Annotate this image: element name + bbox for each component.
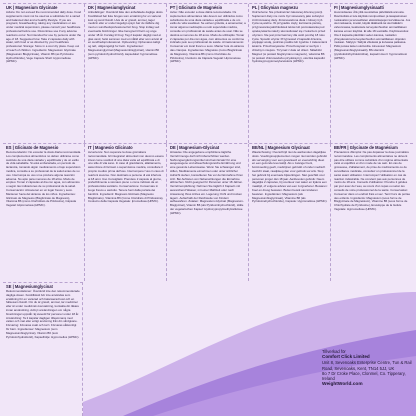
section-title: FI | Magnesiumglysinaatti <box>334 5 384 10</box>
section-pl <box>249 4 331 143</box>
grid-row-2 <box>3 143 413 281</box>
section-title: DE | Magnesium-Glycinat <box>170 145 220 150</box>
section-body: Huomioitavaa: Älä ylitä suositeltua päivittäistä annosta. Ravintolisiä ei tule käyttää monipuolisen ja tasapainoisen ruokavalion ja terveellisten elämäntapojen korvikkeena. Jos olet raskaana, imetät, käytät lääkkeitä tai olet lääkärin valvonnassa, keskustele terveydenhuollon ammattilaisen kanssa ennen käyttöä. Ei alle 18-vuotiaille. Käyttösuositus: Ota 2 kapselia päivittäin veden kanssa, ruokailun yhteydessä tai terveydenhuollon ammattilaisen ohjeiden mukaan. Säilytys: Säilytä viileässä ja kuivassa paikassa. Pidä poissa lasten ulottuvilta. Ainesosat: Magnesium (Magnesiumbisglysinaatti), B6-vitamiini (pyridoksiinihydrokloridina), kapselin kuori: hypromelloosi (HPMC). <box>334 10 411 60</box>
section-body: Aviso: Não exceder a dose diária recomendada. Os suplementos alimentares não devem ser utilizados como substitutos de uma dieta variada e equilibrada e de um estilo de vida saudável. Se estiver grávida, a amamentar, a tomar alguma medicação ou sob supervisão médica, consulte um profissional de saúde antes de usar. Não se destina a menores de 18 anos. Modo de utilização: Tomar 2 cápsulas por dia com água, com alimentos ou conforme indicado pelo seu profissional de saúde. Armazenamento: Conservar em local fresco e seco. Manter fora do alcance das crianças. Ingredientes: Magnésio (como Bisglicinato de Magnésio), Vitamina B6 (como Cloridrato de Piridoxina), Invólucro da Cápsula Vegetal: Hipromelose (HPMC). <box>170 10 246 64</box>
section-title: PL | Glicynian magnezu <box>252 5 298 10</box>
section-title: BE/FR | Glycinate de Magnésium <box>334 145 398 150</box>
section-title: PT | Glicinato de Magnésio <box>170 5 223 10</box>
company-name: Comfort Click Limited <box>322 354 370 360</box>
section-pt <box>167 4 249 143</box>
section-de <box>167 144 249 281</box>
section-dk <box>85 4 167 143</box>
section-body: Recomendación: No exceder la dosis diaria recomendada. Los complementos alimenticios no deben utilizarse como sustituto de una dieta variada y equilibrada y de un estilo de vida saludable. Si está embarazada, en período de lactancia, tomando algún medicamento o bajo supervisión médica, consulte a su profesional de la salud antes de su uso. Interrumpa su uso si se produce alguna reacción adversa. No apto para menores de 18 años. Modo de empleo: Tomar 2 cápsulas al día con agua, con alimentos o según las indicaciones de su profesional de la salud. Conservación: Almacenar en un lugar fresco y seco. Mantener fuera del alcance de los niños. Ingredientes: Glicinato de Magnesio (Bisglicinato de Magnesio), Vitamina B6 (como Clorhidrato de Piridoxina), Cápsula Vegetal: Hipromelosa (HPMC). <box>6 150 82 208</box>
grid-row-1 <box>3 3 413 143</box>
section-body: Précautions d'Emploi: Ne pas dépasser la dose journalière recommandée. Les compléments alimentaires ne doivent pas être utilisés comme substituts d'un régime alimentaire varié et équilibré et d'un mode de vie sain. En cas de grossesse, d'allaitement, de prise de médicaments ou de surveillance médicale, consultez un professionnel de la santé avant utilisation. Interrompez l'utilisation en cas de réaction indésirable. Ne convient pas aux personnes de moins de 18 ans. Conseils d'utilisation: Prendre 2 gélules par jour avec de l'eau, au cours d'un repas ou selon les conseils de votre professionnel de la santé. Conservation: Conserver dans un endroit frais et sec. Tenir hors de portée des enfants. Ingrédients: Magnésium (sous forme de Bisglycinate de Magnésium), Vitamine B6 (sous forme de Chlorhydrate de Pyridoxine), Enveloppe de la Gélule Végétale: Hypromellose (HPMC). <box>334 150 411 211</box>
section-es <box>3 144 85 281</box>
section-title: ES | Glicinato de Magnesio <box>6 145 59 150</box>
company-block <box>322 349 414 387</box>
section-body: Anbefalinger: Overskrid ikke den anbefalede daglige dosis. Kosttilskud bør ikke bruges som erstatning for en varieret kost og sund livsstil. Hvis du er gravid, ammer, tager medicin eller er under lægeligt opsyn bør du rådføre dig med en sundhedsprofessionel før brug. Stop indtag ved eventuelle bivirkninger. Ikke beregnet til børn og unge under 18 år. Forslag til brug: Tag 2 kapsler dagligt med et glas vand, helst sammen med et måltid eller som anvist af en sundhedsprofessionel. Opbevaring: Opbevares køligt og tørt, utilgængeligt for børn. Ingredienser: Magnesiumglycinat (Magnesiumbisglycinat), vitamin B6 (som pyridoxinhydrochlorid), kapselskal: hypromellose (HPMC). <box>88 10 164 60</box>
section-title: BE/NL | Magnesium Glycinaat <box>252 145 310 150</box>
section-title: SE | Magnesiumglycinat <box>6 284 53 289</box>
section-fi <box>331 4 413 143</box>
language-grid <box>3 3 413 281</box>
company-address-uk: Unit 8, Sevenoaks Enterprise Centre, Tun & Rail Road, Sevenoaks, Kent, TN14 5JJ, UK <box>322 360 412 371</box>
section-be-fr <box>331 144 413 281</box>
section-be-nl <box>249 144 331 281</box>
section-title: IT | Magnesio Glicinato <box>88 145 133 150</box>
section-body: Rekommendationer: Överskrid inte den rekommenderade dagliga dosen. Kosttillskott bör inte användas som ersättning för en varierad och balanserad kost och en hälsosam livsstil. Om du är gravid, ammar, tar mediciner eller är under medicinsk övervakning, kontakta din läkare innan användning. Avbryt användningen om några biverkningar uppstår. Ej avsedd för personer under 18 år. Användning: Ta 2 kapslar dagligen tillsammans med vatten och mat eller enligt anvisning från din vårdgivare. Förvaring: Förvaras svalt och torrt. Förvaras oåtkomligt för barn. Ingredienser: Magnesium (som Magnesiumbisglycinat), Vitamin B6 (som Pyridoxinhydroklorid), Kapselhölje: Hypromellos (HPMC). <box>6 289 80 339</box>
section-body: Waarschuwing: Overschrijd niet de aanbevolen dagelijkse dosis. Voedingssupplementen mogen niet worden gebruikt als vervanging voor een gevarieerd en evenwichtig dieet en een gezonde levensstijl. Als u zwanger bent, borstvoeding geeft, medicijnen gebruikt of onder medisch toezicht staat, raadpleeg dan voor gebruik uw arts. Stop het gebruik bij eventuele bijwerkingen. Niet geschikt voor personen jonger dan 18 jaar. Aanbevolen gebruik: Neem dagelijks 2 capsules, bij voorkeur met water en tijdens een maaltijd, of volgens advies van een zorgverlener. Bewaren: Koel en droog bewaren. Buiten bereik van kinderen bewaren. Ingrediënten: Magnesium (als Magnesiumbisglycinaat), Vitamine B6 (als Pyridoxinehydrochloride), Capsule: Hypromellose (HPMC). <box>252 150 328 204</box>
section-body: Hinweise: Die angegebene empfohlene tägliche Verzehrmenge darf nicht überschritten werden. Nahrungsergänzungsmittel sind kein Ersatz für eine ausgewogene und abwechslungsreiche Ernährung und eine gesunde Lebensweise. Wenn Sie schwanger sind, stillen, Medikamente einnehmen oder unter ärztlicher Aufsicht stehen, konsultieren Sie vor der Einnahme Ihren Arzt. Bei Auftreten von Nebenwirkungen die Einnahme abbrechen. Nicht geeignet für Personen unter 18 Jahren. Verzehrempfehlung: Nehmen Sie täglich 2 Kapseln mit ausreichend Wasser, mit einer Mahlzeit oder nach Anweisung Ihres Arztes ein. Lagerung: Kühl und trocken lagern. Außerhalb der Reichweite von Kindern aufbewahren. Zutaten: Magnesium-Glycinat (Magnesium-Bisglycinat), Vitamin B6 (als Pyridoxinhydrochlorid), Hülle der vegetarischen Kapsel: Hydroxypropylmethylcellulose (HPMC). <box>170 150 244 215</box>
section-body: Avvertenze: Non superare la dose giornaliera raccomandata. Gli integratori alimentari non devono essere intesi come sostituti di una dieta varia ed equilibrata e di uno stile di vita sano. In caso di gravidanza, allattamento, assunzione di farmaci o supervisione medica, consultare il proprio medico prima dell'uso. Interrompere l'uso in caso di reazioni avverse. Non destinato a persone di età inferiore ai 18 anni. Uso Consigliato: Prendere 2 capsule al giorno, preferibilmente a stomaco pieno o come indicato da un professionista sanitario. Conservazione: Conservare in luogo fresco e asciutto. Tenere fuori dalla portata dei bambini. Ingredienti: Magnesio Glicinato (Magnesio Bisglicinato), Vitamina B6 (Come Cloridrato di Piridossina), Involucro della Capsula Vegetale: Ipromellosa (HPMC). <box>88 150 164 204</box>
company-website: WeightWorld.com <box>322 382 363 388</box>
section-body: Ostrzeżenie: Nie przekraczać zalecanej dziennej porcji. Suplement diety nie może być stosowany jako substytut zróżnicowanej diety. Zrównoważona dieta i zdrowy tryb życia są ważne. W przypadku ciąży, karmienia piersią, przyjmowania jakichkolwiek leków lub pozostawania pod opieką lekarza należy skonsultować się z lekarzem przed użyciem. Nie jest przeznaczony dla osób poniżej 18 roku życia. Sposób użycia: Przyjmować 2 kapsułki dziennie, popijając wodą, podczas posiłku lub zgodnie z zaleceniami lekarza. Przechowywanie: Przechowywać w suchym i chłodnym miejscu. Trzymać z dala od dzieci. Składniki: Magnez (w postaci bisglicynianu magnezu), witamina B6 (w postaci chlorowodorku pirydoksyny), otoczka kapsułki: hydroksypropylometyloceluloza (HPMC). <box>252 10 328 64</box>
section-uk <box>3 4 85 143</box>
section-title: UK | Magnesium Glycinate <box>6 5 58 10</box>
section-body: Advice: Do not exceed the recommended daily dose. Food supplements must not be used as a substitute for a varied and balanced diet and a healthy lifestyle. If you are pregnant, breastfeeding, taking any medications or are under medical supervision, please consult your healthcare professional before use. Discontinue use if any adverse reactions occur. Not intended for use by persons under the age of 18. Suggested Use: Take 2 capsules daily with water, with food or as directed by your healthcare professional. Storage: Store in a cool dry place. Keep out of reach of children. Ingredients: Magnesium Glycinate (Magnesium Bisglycinate), Vitamin B6 (as Pyridoxine Hydrochloride), Vege Capsule Shell: Hypromellose (HPMC). <box>6 10 82 64</box>
company-address-ie: 8o 7 Dr Croke Place, Clonmel, Co. Tipperary, Ireland <box>322 370 406 382</box>
distributed-by-label: Tillverkad för <box>322 349 346 354</box>
section-se <box>3 282 83 416</box>
section-title: DK | Magnesiumglycinat <box>88 5 136 10</box>
section-it <box>85 144 167 281</box>
